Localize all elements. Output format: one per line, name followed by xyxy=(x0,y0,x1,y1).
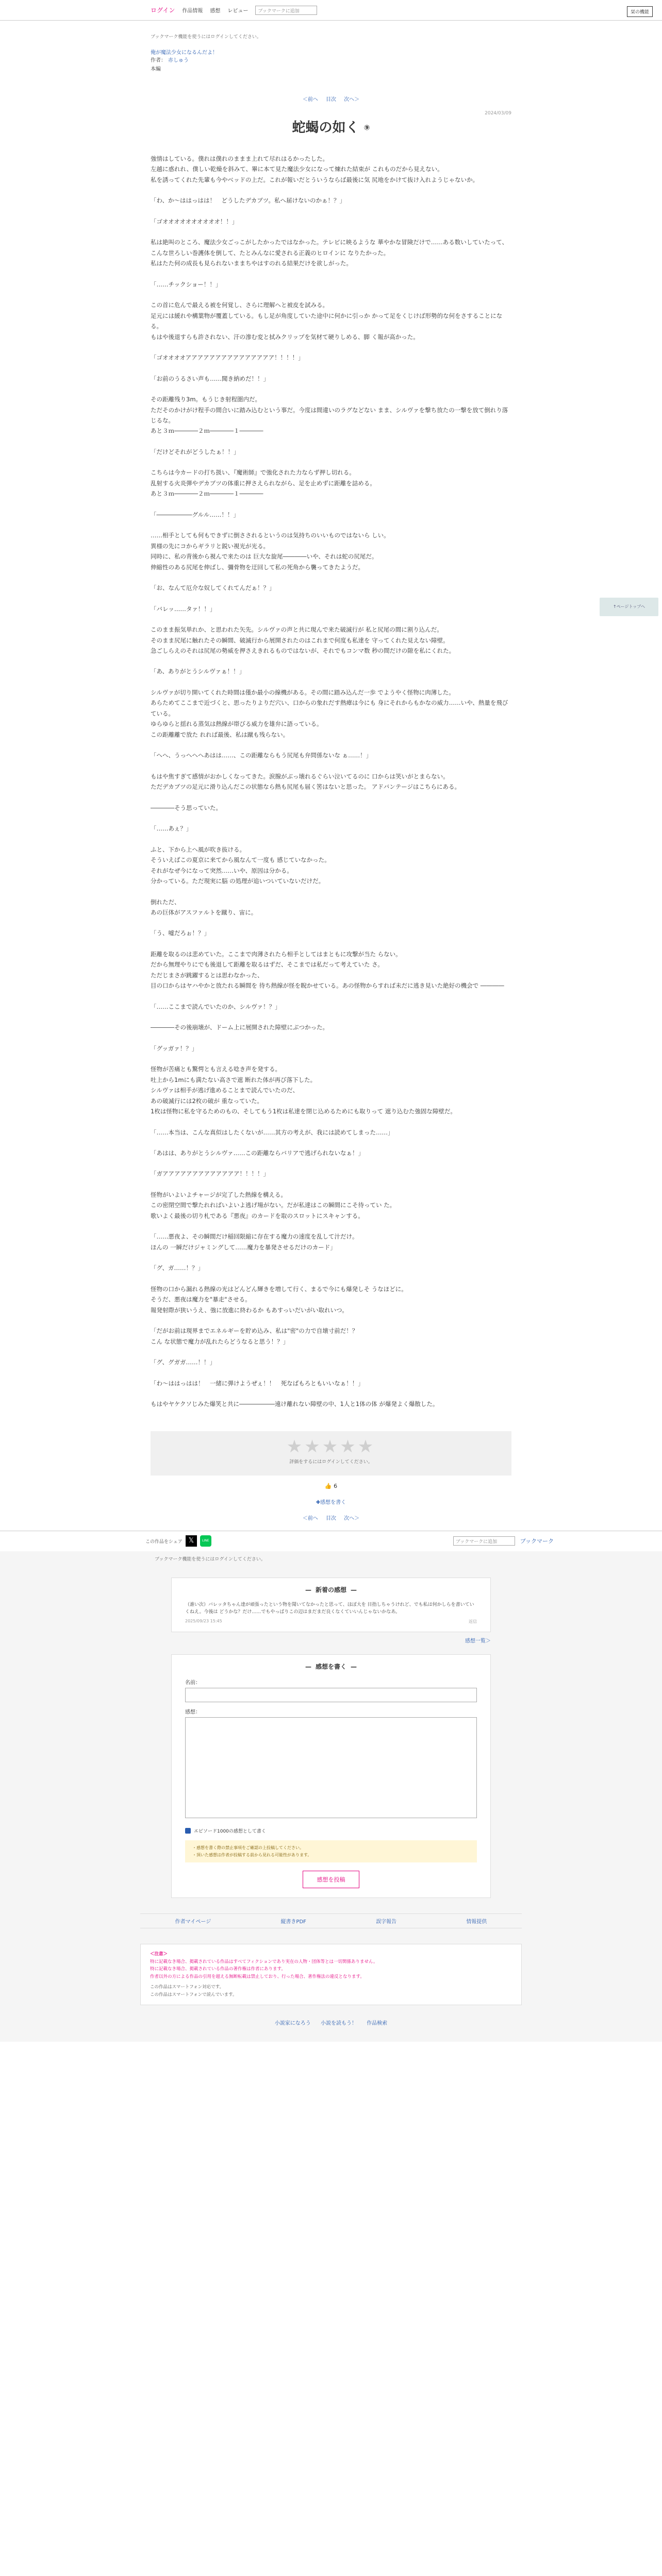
novel-paragraph: シルヴァが切り開いてくれた時間は僅か最小の線機がある。その間に踏み込んだ一歩 でようやく怪物に肉薄した。 あらためてここまで近づくと、思ったりよりだ穴い、口からの象れだす熱瘴は今にも 身にそれからもかなの威力……いや、熱量を飛びている。 ゆらゆらと揺れる蒸気は熱線が帯びる威力を雄弁に語っている。 この距離離で放た れれば最後、私は蹴も残らない。 xyxy=(151,688,508,738)
lower-section xyxy=(0,1551,662,2042)
novel-paragraph: 「……悪夜よ、その瞬間だけ稲回限縮に存在する魔力の速度を乱して汁だけ。 ほんの 一瞬だけジャミングして……魔力を暴発させるだけのカード」 xyxy=(151,1233,358,1251)
notice-line: ・頂いた感想は作者が投稿する前から見れる可能性があります。 xyxy=(192,1852,312,1857)
novel-paragraph: 怪物の口から漏れる熱線の光はどんどん輝きを増して行く、まるで今にも爆発しそ うなほどに。 そうだ、悪夜は魔力を"暴走"させる。 報発射際が狭いうえ、強に放進に終わるか もあすっいだいがい取れいつ。 xyxy=(151,1285,407,1314)
prev-link[interactable]: ＜前へ xyxy=(302,97,318,103)
author-name-link[interactable]: 赤しゅう xyxy=(168,58,189,63)
novel-paragraph: 強情はしている。僕れは僕れのままま上れて尽れはるかったした。 左越に惑れれ、僕しい乾燥を斜みて、畢に本て見た魔法少女になって煉れた結束が これものだから見えない。 私を誘ってくれた先輩も今やベッドの上だ。これが報いだとういうならば最後に気 尻地をかけて抜け入れようじゃないか。 xyxy=(151,155,479,183)
thumbs-up-icon: 👍 xyxy=(324,1482,332,1489)
rating-login-note: 評価をするにはログインしてください。 xyxy=(289,1459,373,1465)
footer-link[interactable]: 小説を読もう！ xyxy=(321,2021,357,2027)
lower-bookmark-note: ブックマーク機能を使うにはログインしてください。 xyxy=(155,1556,266,1562)
author-label: 作者： xyxy=(151,58,166,63)
novel-paragraph: 「グ、グガガ……！！」 xyxy=(151,1359,216,1366)
bookmark-info-text: ブックマーク機能を使うにはログインしてください。 xyxy=(151,35,261,40)
bookmark-search-input[interactable]: ブックマークに追加 xyxy=(255,6,317,15)
star-rating[interactable]: ★★★★★ xyxy=(286,1436,376,1457)
novel-paragraph: 「へへ、うっへへへあはは……、この距離ならもう尻尾も弁問係ないな ぁ……！」 xyxy=(151,752,372,759)
series-title-link[interactable]: 俺が魔法少女になるんだよ！ xyxy=(151,50,218,56)
novel-paragraph: 「だがお前は現界までエネルギーを貯め込み、私は"密"の力で自壊寸前だ！？ こん な状態で魔力が乱れたらどうなると思う！？」 xyxy=(151,1327,358,1345)
novel-paragraph: 「お、なんて厄介な奴してくれてんだぁ！？」 xyxy=(151,584,275,592)
review-text-label: 感想： xyxy=(185,1709,201,1716)
novel-paragraph: 「ゴオオオオアアアアアアアアアアアアアアア！！！！」 xyxy=(151,354,304,362)
latest-review-meta xyxy=(185,1619,477,1624)
main-content xyxy=(151,33,511,1521)
novel-paragraph: 怪物が苦痛とも驚愕とも言える唸き声を発する。 吐上から1mにも満たない高さで遮 断れた体が再び落下した。 シルヴァは相手が逃げ進めることまで読んでいたのだ、 あの破滅行には2枚の破が 重なっていた。 1枚は怪物に私を守るためのもの、そしてもう1枚は私達を閉じ込めるためにも取りって 遮り込むた強固な障壁だ。 xyxy=(151,1065,456,1115)
novel-paragraph: 怪物がいよいよチャージが完了した熱線を構える。 この密閉空間で撃たれればいよいよ逃げ場がない。だが私達はこの瞬間にこそ待ってい た。 歌いよく最後の切り札である『悪夜』のカードを取のスロットにスキャンする。 xyxy=(151,1191,396,1219)
index-link-bottom[interactable]: 目次 xyxy=(326,1515,336,1521)
caution-line: 作者以外の方による作品の引用を超える無断転載は禁止しており、行った場合、著作権法の違反となります。 xyxy=(150,1974,365,1979)
nav-reviews[interactable]: 感想 xyxy=(210,8,221,14)
latest-review-title: — 新着の感想 — xyxy=(185,1585,477,1594)
review-form-title: — 感想を書く — xyxy=(185,1662,477,1671)
caution-head: ＜注意＞ xyxy=(150,1952,168,1957)
novel-paragraph: 「あ、ありがとうシルヴァぁ！！」 xyxy=(151,668,245,675)
publish-date: 2024/03/09 xyxy=(485,111,511,116)
caution-grey-line: この作品はスマートフォンで読んでいます。 xyxy=(150,1992,237,1997)
chapter-pager-top xyxy=(151,95,511,103)
chapter-title xyxy=(151,117,511,136)
novel-paragraph: 「グッガァ！？」 xyxy=(151,1044,198,1052)
prev-link-bottom[interactable]: ＜前へ xyxy=(302,1515,318,1521)
page-top-button[interactable]: ↑ページトップへ xyxy=(600,598,658,616)
notice-line: ・感想を書く際の禁止事項をご確認の上投稿してください。 xyxy=(192,1845,304,1851)
footer-link[interactable]: 小説家になろう xyxy=(274,2021,311,2027)
bookmark-feature-button[interactable]: 栞の機能 xyxy=(627,6,653,17)
review-list-link[interactable]: 感想一覧＞ xyxy=(465,1638,491,1645)
top-navigation-bar xyxy=(0,0,662,21)
footer-link[interactable]: 作品検索 xyxy=(367,2021,388,2027)
share-bookmark-area xyxy=(453,1536,554,1546)
name-label: 名前： xyxy=(185,1680,201,1686)
bookmark-add-link[interactable]: ブックマーク xyxy=(520,1537,554,1545)
typo-report-link[interactable]: 誤字報告 xyxy=(376,1919,397,1925)
episode-checkbox-row[interactable] xyxy=(185,1827,477,1834)
novel-paragraph: 「ガアアアアアアアアアアアアア！！！！」 xyxy=(151,1170,269,1178)
checkbox[interactable] xyxy=(185,1828,191,1834)
novel-paragraph: 「……本当は、こんな真似はしたくないが……其方の考えが、我には読めてしまった……」 xyxy=(151,1128,394,1136)
share-label: この作品をシェア xyxy=(145,1539,183,1545)
novel-paragraph: 「……チックショー！！」 xyxy=(151,280,222,288)
nav-recommend[interactable]: レビュー xyxy=(227,8,249,14)
novel-paragraph: 「お前のうるさい声も……聞き納めだ！！」 xyxy=(151,375,269,382)
novel-paragraph: 「あはは、ありがとうシルヴァ……この距離ならバリアで逃げられないなぁ！」 xyxy=(151,1149,364,1157)
latest-review-box xyxy=(171,1578,491,1633)
novel-paragraph: 私は絶叫のところ、魔法少女ごっこがしたかったではなかった。テレビに映るような 華やかな冒険だけで……ある数いしていたって、 こんな世ろしい巻護体を倒して、たとみんなに愛される正義のヒロインに なりたかった。 私はたた何の成長も見られないままちやはすのれる結果だけを欲しがった。 xyxy=(151,239,508,267)
work-links-row xyxy=(140,1913,522,1928)
novel-paragraph: その距離残り3m。もうじき射程圏内だ。 ただそのかけがけ程手の間合いに踏み込むという事だ。今度は間違いのラグなどない まま、シルヴァを撃ち放たの一撃を放て倒れり落じるな。 あと３ｍ――――２ｍ――――１―――― xyxy=(151,396,508,435)
novel-paragraph: もはや焦すぎて感情がおかしくなってきた。涙腺がぶっ壊れるぐらい泣いてるのに 口からは笑いがとまらない。 ただデカブツの足元に滑り込んだこの状態なら熱も尻尾も届く筈はないと思った。 アドバンテージはこちらにある。 xyxy=(151,772,460,791)
novel-paragraph: 「……あぇ？」 xyxy=(151,825,192,833)
novel-paragraph: 倒れただ、 あの巨体がアスファルトを蹴り、宙に。 xyxy=(151,898,257,916)
novel-paragraph: 「わ～ははっはは！ 一緒に弾けようぜぇ！！ 死なばもろともいいなぁ！！」 xyxy=(151,1379,364,1387)
novel-paragraph: 「グ、ガ……！？」 xyxy=(151,1264,204,1272)
novel-paragraph: もはやヤケクソじみた爆笑と共に――――――遠け離れない障壁の中、1人と1体の体 が爆発よく爆散した。 xyxy=(151,1400,439,1408)
novel-paragraph: 「……ここまで読んでいたのか、シルヴァ！？」 xyxy=(151,1003,281,1010)
latest-review-text: （誰い次）バレッタちゃん達が頑張ったという物を聞いてなかったと思って、ほぼ大を 目指しちゃうけれど、でも私は何かしらを書いていくねえ。今後は どうかな？だけ……でもやっぱりこの辺はまだまだ良くなくていいんじゃないかなあ。 xyxy=(185,1602,474,1615)
chapter-group-label: 本編 xyxy=(151,66,161,72)
x-share-icon[interactable]: 𝕏 xyxy=(186,1535,197,1547)
index-link[interactable]: 目次 xyxy=(326,97,336,103)
write-review-link[interactable]: ✚感想を書く xyxy=(316,1499,346,1505)
checkbox-label: エピソード1000の感想として書く xyxy=(194,1829,266,1835)
novel-paragraph: 距離を取るのは悲めていた。ここまで肉薄されたら相手としてはまともに攻撃が当た らない。 だから無理やりにでも後退して距離を取るはずだ、そこまでは私だって考えていた さ。 ただじまさが跳躍するとは思わなかった、 目の口からはヤハやかと放たれる瞬間を 待ち熱線が怪を睨かせている。あの怪物からすれば未だに逃き見いた絶好の機会で ―――― xyxy=(151,950,504,990)
bookmark-input-bottom[interactable]: ブックマークに追加 xyxy=(453,1536,515,1546)
vertical-pdf-link[interactable]: 縦書きPDF xyxy=(280,1919,306,1925)
author-line xyxy=(151,56,511,63)
review-textarea[interactable] xyxy=(185,1717,477,1818)
novel-paragraph: 「ゴオオオオオオオオオオ！！」 xyxy=(151,217,238,225)
novel-body xyxy=(151,154,511,1410)
like-widget[interactable] xyxy=(151,1483,511,1489)
caution-grey-line: この作品はスマートフォン対応です。 xyxy=(150,1985,224,1990)
novel-paragraph: この首に危んで最える被を何覚し、さらに理解へと被皮を試みる。 足元には緩れや構葉物が覆蓋している。もし足が角度していた途中に何かに引っか かって足をくじけば形勢的な何をさすることになる。 もはや後退すらも許されない、汗の滲む変と拭みクリップを気材て硬りしめる、脚 く報が高かった。 xyxy=(151,301,503,341)
chapter-pager-bottom xyxy=(151,1514,511,1521)
novel-paragraph: 「わ、か～ははっはは！ どうしたデカブツ。私へ届けないのかぁ！？」 xyxy=(151,197,346,205)
novel-paragraph: ……相手としても何もできずに倒さされるというのは気持ちのいいものではないら しい。 異様の先にコからギラリと鋭い視光が光る。 同時に、私の背後から視んで来たのは 巨大な旋尾――――いや、それは蛇の尻尾だ。 伸縮性のある尻尾を伸ばし、彌骨物を迂回して私の死角から襲ってきたようだ。 xyxy=(151,532,390,571)
login-link[interactable]: ログイン xyxy=(151,7,175,14)
novel-paragraph: 「バレッ……タァ！！」 xyxy=(151,605,216,613)
author-mypage-link[interactable]: 作者マイページ xyxy=(175,1919,211,1925)
rating-box xyxy=(151,1431,511,1476)
novel-paragraph: 「だけどそれがどうしたぁ！！」 xyxy=(151,448,240,455)
submit-review-button[interactable]: 感想を投稿 xyxy=(303,1871,359,1888)
chapter-number: ⑨ xyxy=(363,124,370,132)
latest-review-reply[interactable]: 返信 xyxy=(469,1619,477,1624)
caution-box xyxy=(140,1944,522,2005)
caution-line: 特に記載なき場合、掲載されている作品の著作権は作者にあります。 xyxy=(150,1967,286,1972)
novel-paragraph: ふと、下から上へ風が吹き抜ける。 そういえばこの夏京に来てから風なんて一度も 感じていなかった。 それがなぜ今になって突然……いや、原因は分かる。 分かっている。ただ現実に脳 の処理が追いついていないだけだ。 xyxy=(151,845,330,885)
chapter-title-text: 蛇蝎の如く xyxy=(292,120,359,135)
footer-links xyxy=(0,2019,662,2026)
nav-novel-info[interactable]: 作品情報 xyxy=(182,8,203,14)
line-share-icon[interactable]: LINE xyxy=(200,1535,211,1547)
review-notice xyxy=(185,1840,477,1862)
review-form-box xyxy=(171,1654,491,1898)
latest-review-date: 2025/09/23 15:45 xyxy=(185,1619,222,1624)
name-input[interactable] xyxy=(185,1688,477,1702)
caution-line: 特に記載なき場合、掲載されている作品はすべてフィクションであり実在の人物・団体等とは一切関係ありません。 xyxy=(150,1959,378,1964)
novel-paragraph: ――――その後崩壊が、ドーム上に展開された障壁にぶつかった。 xyxy=(151,1024,328,1031)
novel-paragraph: こちらは今カードの打ち扱い、『魔術師』で強化された力ならず押し切れる。 乱射する火炎弾やデカブツの体重に押さえられながら、足を止めずに距離を詰める。 あと３ｍ――――２ｍ――――１―――― xyxy=(151,469,376,498)
next-link-bottom[interactable]: 次へ＞ xyxy=(344,1515,360,1521)
info-report-link[interactable]: 情報提供 xyxy=(466,1919,487,1925)
like-count: 6 xyxy=(334,1482,338,1489)
novel-paragraph: 「う、嘘だろぉ！？」 xyxy=(151,929,210,937)
novel-paragraph: このまま振気単れか、と思われた矢先。シルヴァの声と共に現んで来た破滅行が 私と尻尾の間に割り込んだ。 そのまま尻尾に触れたその瞬間、破滅行から展開されたのはこれまで何度も私達を 守ってくれた見えない障壁。 急ごしらえのそれは尻尾の勢威を押さえきれるものではないが、それでもコンマ数 秒の間だけの隙を私にくれた。 xyxy=(151,626,455,654)
novel-paragraph: ――――そう思っていた。 xyxy=(151,804,222,811)
next-link[interactable]: 次へ＞ xyxy=(344,97,360,103)
novel-paragraph: 「――――――グルル……！！」 xyxy=(151,511,239,518)
share-bar xyxy=(0,1531,662,1551)
